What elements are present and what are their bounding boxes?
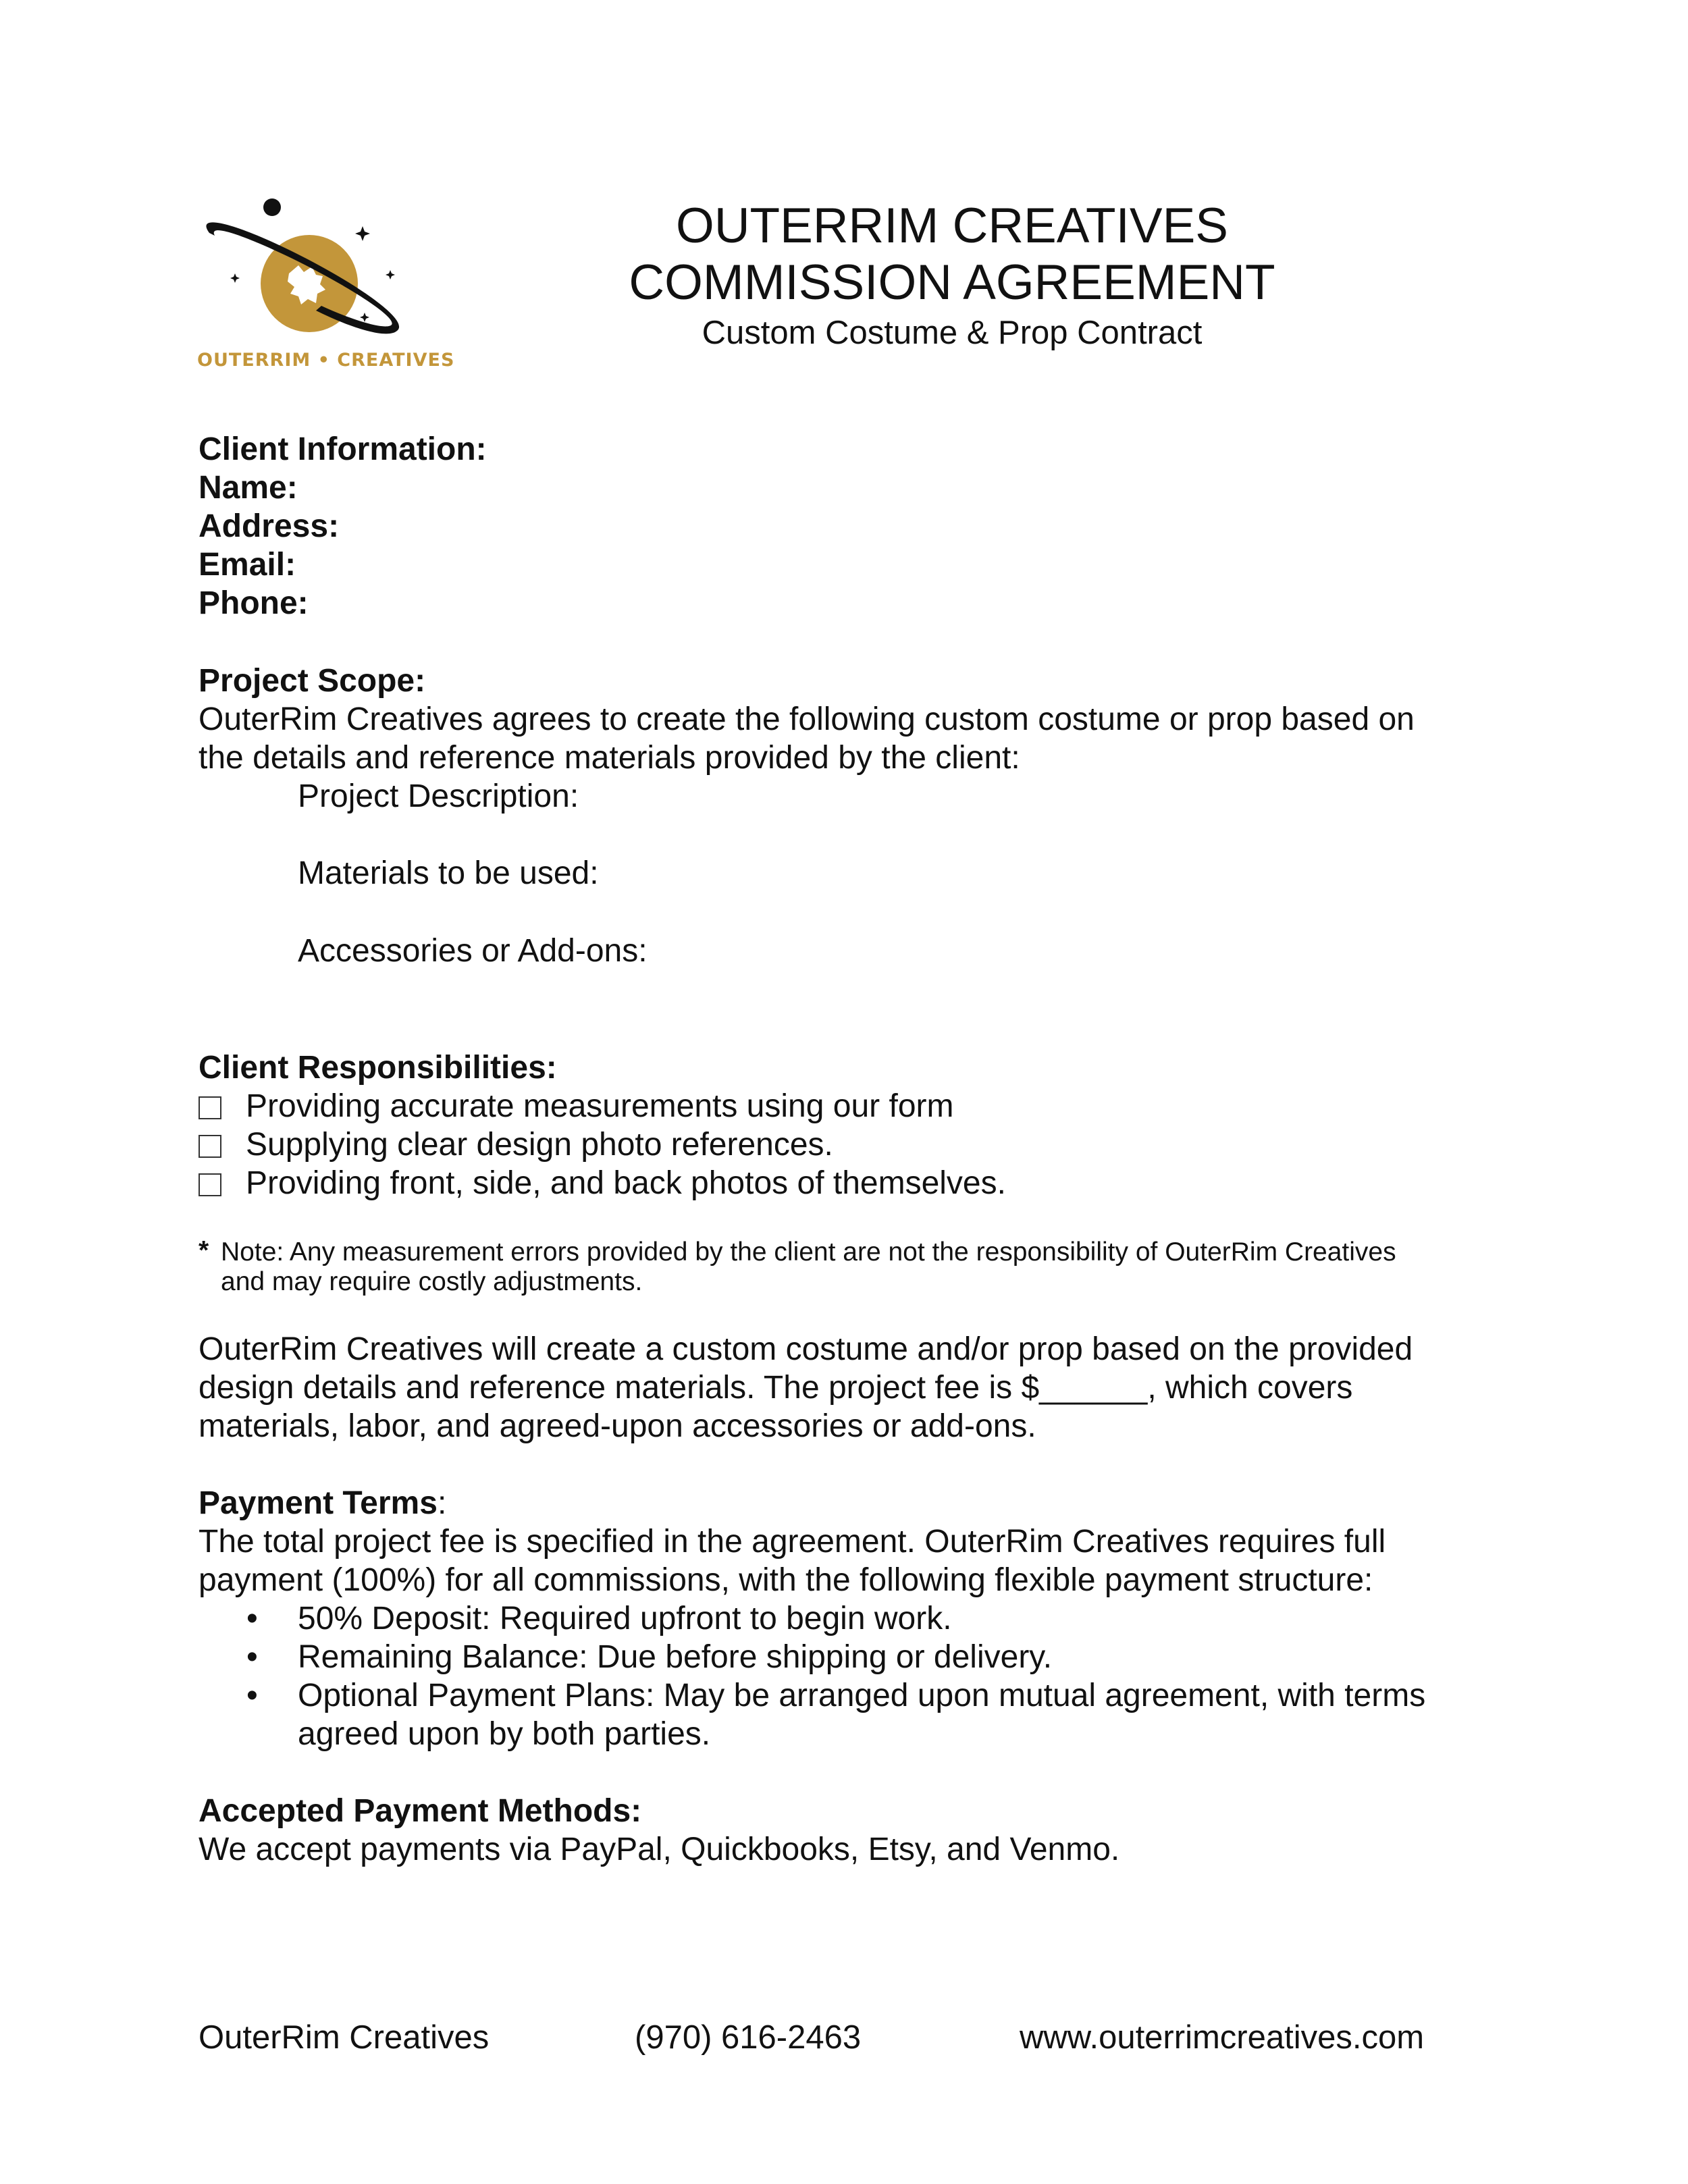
- payment-terms-line-2: payment (100%) for all commissions, with the following flexible payment structure:: [199, 1562, 1373, 1598]
- note-asterisk: *: [199, 1236, 209, 1265]
- document-title-line-2: COMMISSION AGREEMENT: [629, 255, 1275, 310]
- responsibility-item-label: Supplying clear design photo references.: [246, 1127, 833, 1163]
- project-description-label: Project Description:: [298, 778, 579, 814]
- project-scope-text-line-2: the details and reference materials provided by the client:: [199, 740, 1020, 776]
- payment-terms-heading-colon: :: [437, 1485, 447, 1521]
- footer-website-link[interactable]: www.outerrimcreatives.com: [1020, 2019, 1425, 2056]
- accessories-label: Accessories or Add-ons:: [298, 933, 648, 969]
- project-scope-heading: Project Scope:: [199, 663, 426, 699]
- responsibility-item-label: Providing front, side, and back photos of themselves.: [246, 1165, 1006, 1201]
- payment-bullet-plans-continued: agreed upon by both parties.: [298, 1716, 711, 1752]
- client-info-heading: Client Information:: [199, 431, 487, 467]
- payment-methods-text: We accept payments via PayPal, Quickbooks, Etsy, and Venmo.: [199, 1832, 1120, 1867]
- checkbox[interactable]: [199, 1135, 221, 1158]
- responsibility-item: [199, 1164, 1006, 1202]
- project-scope-text-line-1: OuterRim Creatives agrees to create the following custom costume or prop based on: [199, 701, 1415, 737]
- responsibility-item-label: Providing accurate measurements using our form: [246, 1088, 954, 1124]
- bullet-marker: •: [246, 1639, 258, 1675]
- checkbox[interactable]: [199, 1173, 221, 1196]
- fee-paragraph-line-2: design details and reference materials. The project fee is $______, which covers: [199, 1370, 1353, 1406]
- payment-bullet-balance: Remaining Balance: Due before shipping or delivery.: [298, 1639, 1053, 1675]
- note-line-2: and may require costly adjustments.: [221, 1267, 643, 1296]
- payment-bullet-plans: Optional Payment Plans: May be arranged upon mutual agreement, with terms: [298, 1678, 1426, 1713]
- phone-label: Phone:: [199, 585, 309, 621]
- logo-wordmark: OUTERRIM • CREATIVES: [197, 350, 455, 371]
- email-label: Email:: [199, 547, 296, 583]
- checkbox[interactable]: [199, 1096, 221, 1119]
- address-label: Address:: [199, 508, 340, 544]
- document-subtitle: Custom Costume & Prop Contract: [702, 315, 1203, 351]
- payment-bullet-deposit: 50% Deposit: Required upfront to begin work.: [298, 1601, 952, 1636]
- fee-paragraph-line-1: OuterRim Creatives will create a custom costume and/or prop based on the provided: [199, 1331, 1413, 1367]
- responsibility-item: [199, 1125, 833, 1164]
- footer-phone[interactable]: (970) 616-2463: [635, 2019, 862, 2056]
- footer-company: OuterRim Creatives: [199, 2019, 490, 2056]
- document-title-line-1: OUTERRIM CREATIVES: [676, 198, 1228, 253]
- fee-paragraph-line-3: materials, labor, and agreed-upon accessories or add-ons.: [199, 1408, 1036, 1444]
- bullet-marker: •: [246, 1678, 258, 1713]
- client-responsibilities-heading: Client Responsibilities:: [199, 1050, 557, 1086]
- payment-methods-heading: Accepted Payment Methods:: [199, 1793, 642, 1829]
- payment-terms-line-1: The total project fee is specified in the agreement. OuterRim Creatives requires full: [199, 1524, 1386, 1560]
- responsibility-item: [199, 1087, 953, 1125]
- payment-terms-heading-text: Payment Terms: [199, 1485, 438, 1521]
- note-line-1: Note: Any measurement errors provided by the client are not the responsibility of OuterRim Creatives: [221, 1237, 1396, 1267]
- payment-terms-heading: [199, 1484, 446, 1522]
- bullet-marker: •: [246, 1601, 258, 1636]
- name-label: Name:: [199, 470, 298, 506]
- materials-label: Materials to be used:: [298, 855, 599, 891]
